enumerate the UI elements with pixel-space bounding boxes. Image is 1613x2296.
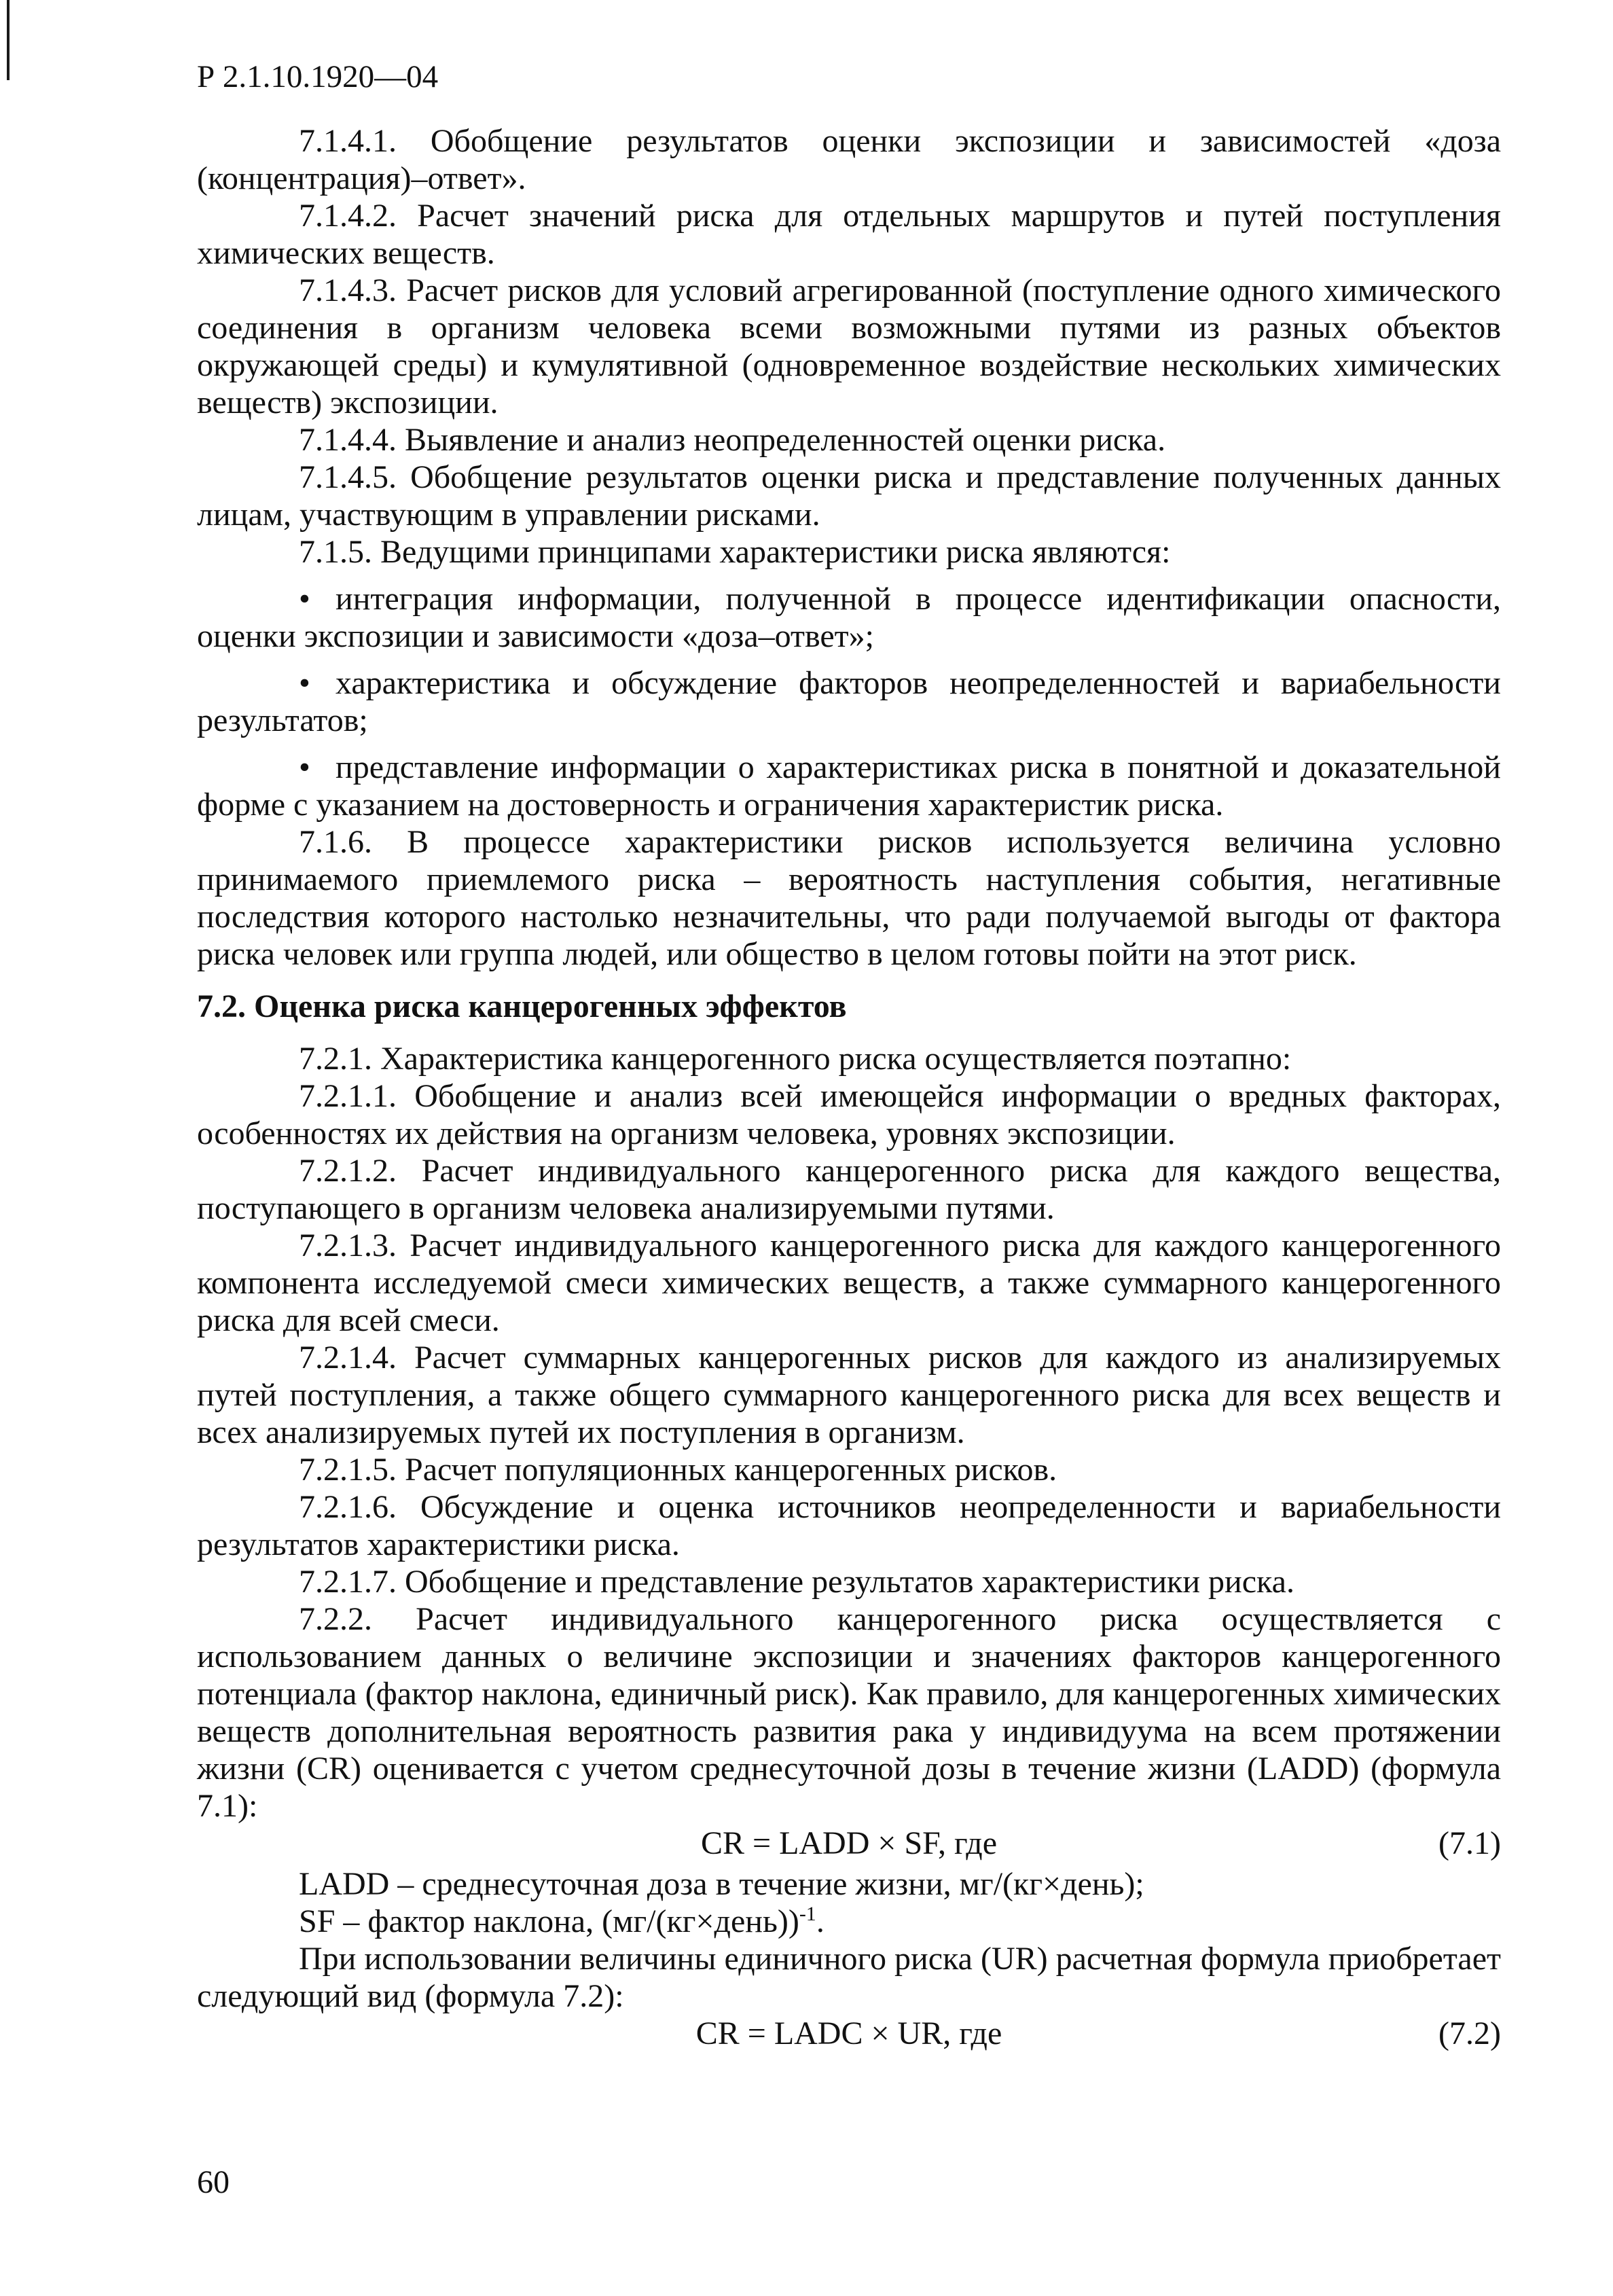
scan-edge-mark [7, 0, 10, 80]
definition-ladd: LADD – среднесуточная доза в течение жизни, мг/(кг×день); [299, 1866, 1144, 1902]
paragraph-7-1-4-1: 7.1.4.1. Обобщение результатов оценки экспозиции и зависимостей «доза (концентрация)–ответ». [197, 123, 1501, 196]
formula-number: (7.1) [1438, 1825, 1501, 1861]
bullet-text: интеграция информации, полученной в процессе идентификации опасности, оценки экспозиции и зависимости «доза–ответ»; [197, 581, 1501, 654]
paragraph-7-2-1-7: 7.2.1.7. Обобщение и представление результатов характеристики риска. [299, 1564, 1294, 1600]
bullet-text: характеристика и обсуждение факторов неопределенностей и вариабельности результатов; [197, 665, 1501, 738]
bullet-icon: • [299, 581, 310, 617]
paragraph-7-2-1-6: 7.2.1.6. Обсуждение и оценка источников неопределенности и вариабельности результатов характеристики риска. [197, 1489, 1501, 1562]
text-content [197, 122, 1501, 2056]
formula-expression: CR = LADC × UR, где [695, 2015, 1002, 2051]
paragraph-7-2-1-1: 7.2.1.1. Обобщение и анализ всей имеющейся информации о вредных факторах, особенностях их действия на организм человека, уровнях экспозиции. [197, 1078, 1501, 1151]
document-code: Р 2.1.10.1920—04 [197, 59, 439, 94]
paragraph-unit-risk: При использовании величины единичного риска (UR) расчетная формула приобретает следующий вид (формула 7.2): [197, 1941, 1501, 2014]
paragraph-7-2-2: 7.2.2. Расчет индивидуального канцерогенного риска осуществляется с использованием данных о величине экспозиции и значениях факторов канцерогенного потенциала (фактор наклона, единичный риск). Как правило, для канцерогенных химических веществ дополнительная вероятность развития рака у индивидуума на всем протяжении жизни (CR) оценивается с учетом среднесуточной дозы в течение жизни (LADD) (формула 7.1): [197, 1601, 1501, 1824]
bullet-item-3 [197, 749, 1501, 823]
formula-7-2 [197, 2015, 1501, 2056]
definition-sf [197, 1903, 1501, 1940]
paragraph-7-2-1-5: 7.2.1.5. Расчет популяционных канцерогенных рисков. [299, 1452, 1057, 1488]
paragraph-7-2-1-4: 7.2.1.4. Расчет суммарных канцерогенных рисков для каждого из анализируемых путей поступления, а также общего суммарного канцерогенного риска для всех веществ и всех анализируемых путей их поступления в организм. [197, 1340, 1501, 1450]
bullet-icon: • [299, 749, 310, 785]
paragraph-7-1-4-2: 7.1.4.2. Расчет значений риска для отдельных маршрутов и путей поступления химических веществ. [197, 198, 1501, 271]
section-heading: 7.2. Оценка риска канцерогенных эффектов [197, 988, 847, 1024]
definition-sf-end: . [816, 1903, 824, 1939]
paragraph-7-1-5: 7.1.5. Ведущими принципами характеристики риска являются: [299, 534, 1171, 570]
bullet-item-2 [197, 664, 1501, 739]
paragraph-7-1-6: 7.1.6. В процессе характеристики рисков используется величина условно принимаемого приемлемого риска – вероятность наступления события, негативные последствия которого настолько незначительны, что ради получаемой выгоды от фактора риска человек или группа людей, или общество в целом готовы пойти на этот риск. [197, 824, 1501, 972]
bullet-icon: • [299, 665, 310, 701]
formula-expression: CR = LADD × SF, где [700, 1825, 998, 1861]
paragraph-7-2-1: 7.2.1. Характеристика канцерогенного риска осуществляется поэтапно: [299, 1041, 1292, 1077]
paragraph-7-1-4-5: 7.1.4.5. Обобщение результатов оценки риска и представление полученных данных лицам, участвующим в управлении рисками. [197, 459, 1501, 533]
definition-sf-text: SF – фактор наклона, (мг/(кг×день)) [299, 1903, 799, 1939]
paragraph-7-2-1-2: 7.2.1.2. Расчет индивидуального канцерогенного риска для каждого вещества, поступающего в организм человека анализируемыми путями. [197, 1153, 1501, 1226]
paragraph-7-1-4-4: 7.1.4.4. Выявление и анализ неопределенностей оценки риска. [299, 422, 1166, 458]
page-number: 60 [197, 2164, 230, 2200]
definition-sf-exponent: -1 [799, 1903, 816, 1925]
formula-7-1 [197, 1825, 1501, 1865]
formula-number: (7.2) [1438, 2015, 1501, 2051]
bullet-item-1 [197, 580, 1501, 655]
paragraph-7-2-1-3: 7.2.1.3. Расчет индивидуального канцерогенного риска для каждого канцерогенного компонента исследуемой смеси химических веществ, а также суммарного канцерогенного риска для всей смеси. [197, 1227, 1501, 1338]
bullet-text: представление информации о характеристиках риска в понятной и доказательной форме с указанием на достоверность и ограничения характеристик риска. [197, 749, 1501, 823]
paragraph-7-1-4-3: 7.1.4.3. Расчет рисков для условий агрегированной (поступление одного химического соединения в организм человека всеми возможными путями из разных объектов окружающей среды) и кумулятивной (одновременное воздействие нескольких химических веществ) экспозиции. [197, 272, 1501, 420]
